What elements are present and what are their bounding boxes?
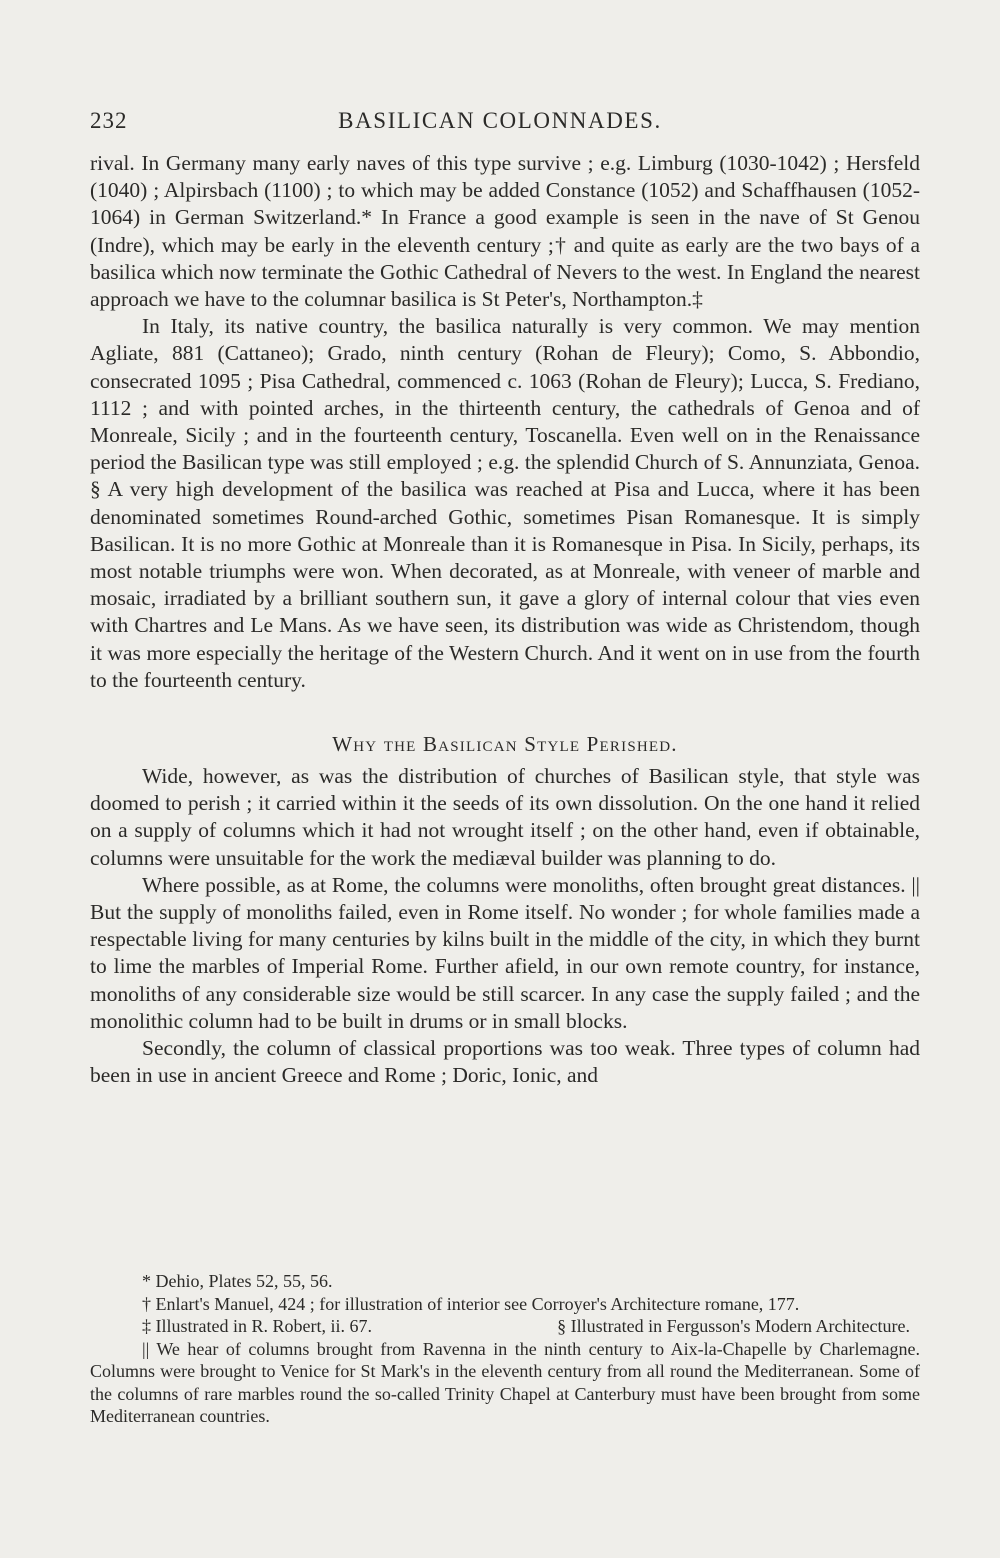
paragraph-wide: Wide, however, as was the distribution of churches of Basilican style, that style was doomed to perish ; it carried within it the seeds of its own dissolution. On the one hand it relied on a supply of columns which it had not wrought itself ; on the other hand, even if obtainable, columns were unsuitable for the work the mediæval builder was planning to do. xyxy=(90,764,920,870)
footnote-asterisk: * Dehio, Plates 52, 55, 56. xyxy=(142,1271,333,1291)
running-title: BASILICAN COLONNADES. xyxy=(338,108,662,133)
footnotes xyxy=(90,1270,920,1428)
footnote-section: § Illustrated in Fergusson's Modern Architecture. xyxy=(557,1316,910,1336)
section-heading: Why the Basilican Style Perished. xyxy=(332,732,678,757)
page-number: 232 xyxy=(90,108,128,133)
paragraph-italy: In Italy, its native country, the basilica naturally is very common. We may mention Agliate, 881 (Cattaneo); Grado, ninth century (Rohan de Fleury); Como, S. Abbondio, consecrated 1095 ; Pisa Cathedral, commenced c. 1063 (Rohan de Fleury); Lucca, S. Frediano, 1112 ; and with pointed arches, in the thirteenth century, the cathedrals of Genoa and of Monreale, Sicily ; and in the fourteenth century, Toscanella. Even well on in the Renaissance period the Basilican type was still employed ; e.g. the splendid Church of S. Annunziata, Genoa. § A very high development of the basilica was reached at Pisa and Lucca, where it has been denominated sometimes Round-arched Gothic, sometimes Pisan Romanesque. It is simply Basilican. It is no more Gothic at Monreale than it is Romanesque in Pisa. In Sicily, perhaps, its most notable triumphs were won. When decorated, as at Monreale, with veneer of marble and mosaic, irradiated by a brilliant southern sun, it gave a glory of internal colour that vies even with Chartres and Le Mans. As we have seen, its distribution was wide as Christendom, though it was more especially the heritage of the Western Church. And it went on in use from the fourth to the fourteenth century. xyxy=(90,314,920,692)
footnote-dagger: † Enlart's Manuel, 424 ; for illustration of interior see Corroyer's Architecture romane, 177. xyxy=(142,1293,800,1314)
paragraph-monoliths: Where possible, as at Rome, the columns were monoliths, often brought great distances. || But the supply of monoliths failed, even in Rome itself. No wonder ; for whole families made a respectable living for many centuries by kilns built in the middle of the city, in which they burnt to lime the marbles of Imperial Rome. Further afield, in our own remote country, for instance, monoliths of any considerable size would be still scarcer. In any case the supply failed ; and the monolithic column had to be built in drums or in small blocks. xyxy=(90,872,920,1033)
footnote-double-dagger: ‡ Illustrated in R. Robert, ii. 67. xyxy=(142,1316,372,1336)
main-text xyxy=(90,150,920,1090)
page-header xyxy=(90,108,910,142)
paragraph-secondly: Secondly, the column of classical proportions was too weak. Three types of column had been in use in ancient Greece and Rome ; Doric, Ionic, and xyxy=(90,1036,920,1088)
paragraph-continued: rival. In Germany many early naves of this type survive ; e.g. Limburg (1030-1042) ; Hersfeld (1040) ; Alpirsbach (1100) ; to which may be added Constance (1052) and Schaffhausen (1052-1064) in German Switzerland.* In France a good example is seen in the nave of St Genou (Indre), which may be early in the eleventh century ;† and quite as early are the two bays of a basilica which now terminate the Gothic Cathedral of Nevers to the west. In England the nearest approach we have to the columnar basilica is St Peter's, Northampton.‡ xyxy=(90,151,920,312)
footnote-pair xyxy=(90,1315,920,1338)
footnote-parallel: || We hear of columns brought from Ravenna in the ninth century to Aix-la-Chapelle by Charlemagne. Columns were brought to Venice for St Mark's in the eleventh century from all round the Mediterranean. Some of the columns of rare marbles round the so-called Trinity Chapel at Canterbury must have been brought from some Mediterranean countries. xyxy=(90,1338,920,1426)
